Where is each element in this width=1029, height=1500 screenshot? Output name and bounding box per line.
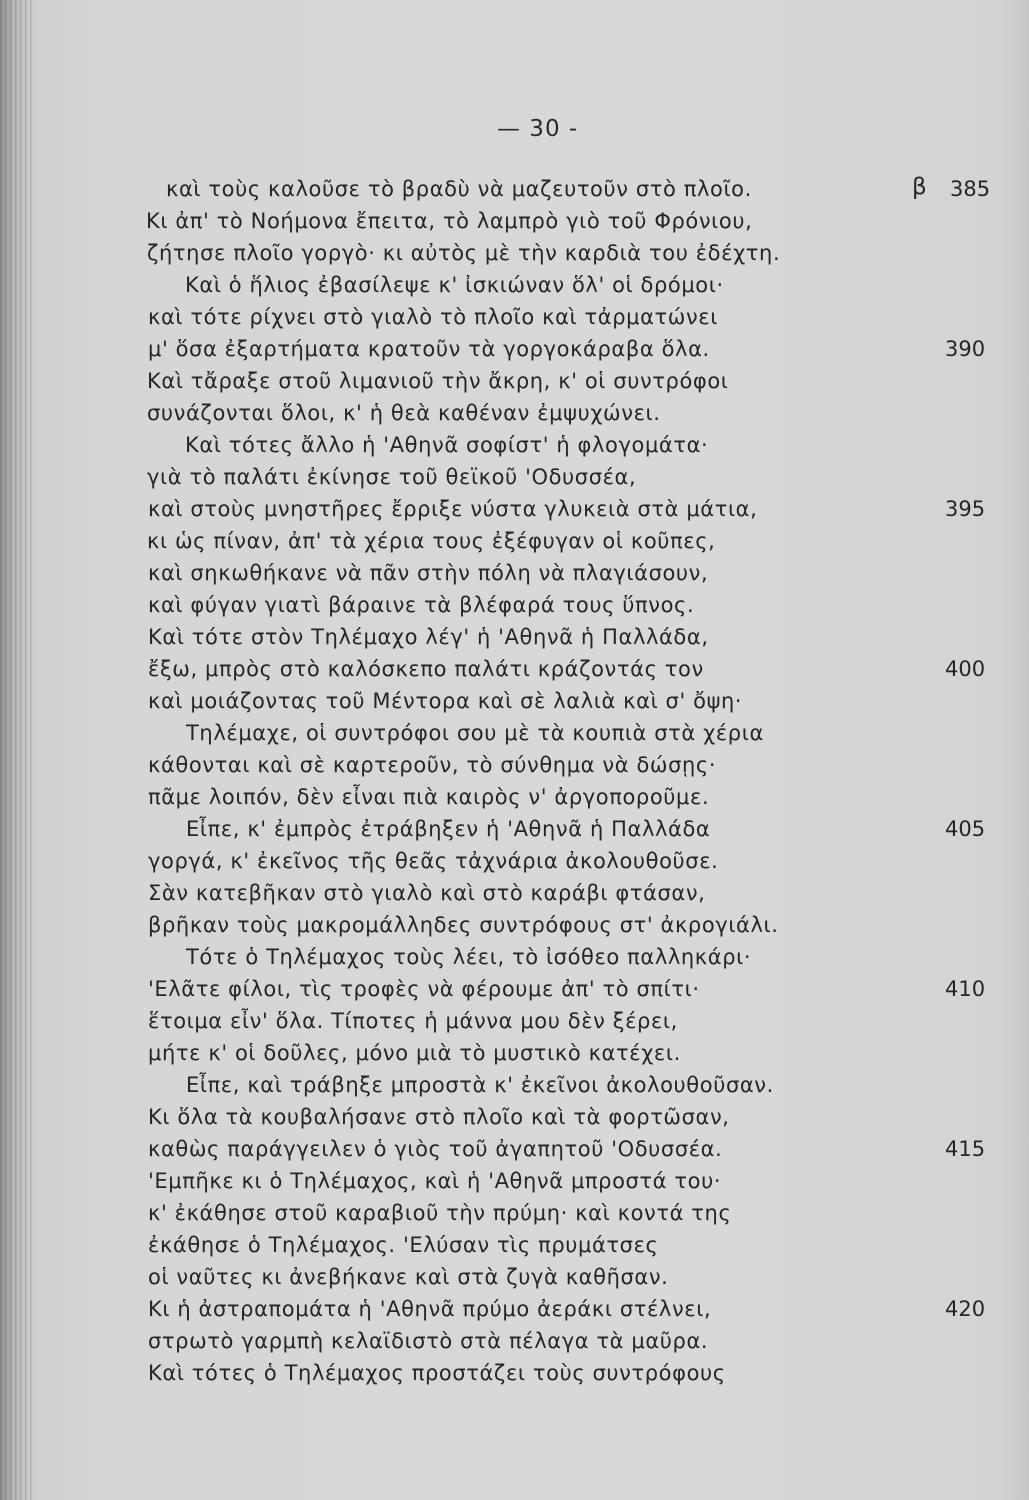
verse-line: καὶ σηκωθήκανε νὰ πᾶν στὴν πόλη νὰ πλαγιάσουν, [148, 561, 709, 585]
line-number: 390 [945, 337, 986, 361]
line-number: 400 [945, 657, 986, 681]
verse-line: κ' ἐκάθησε στοῦ καραβιοῦ τὴν πρύμη· καὶ κοντά της [148, 1201, 732, 1225]
verse-line: συνάζονται ὅλοι, κ' ἡ θεὰ καθέναν ἐμψυχώνει. [147, 401, 661, 425]
book-marker: β [912, 174, 927, 200]
verse-line: Κι ἡ ἀστραπομάτα ἡ 'Αθηνᾶ πρύμο ἀεράκι στέλνει, [148, 1297, 712, 1321]
verse-line: καὶ στοὺς μνηστῆρες ἔρριξε νύστα γλυκειὰ στὰ μάτια, [148, 497, 758, 521]
verse-line: γιὰ τὸ παλάτι ἐκίνησε τοῦ θεϊκοῦ 'Οδυσσέα, [147, 465, 637, 489]
verse-line: ἕτοιμα εἶν' ὅλα. Τίποτες ἡ μάννα μου δὲν ξέρει, [148, 1009, 678, 1033]
verse-line: Καὶ ὁ ἥλιος ἐβασίλεψε κ' ἰσκιώναν ὅλ' οἱ δρόμοι· [185, 273, 724, 297]
line-number: 415 [945, 1137, 986, 1161]
verse-line: ἐκάθησε ὁ Τηλέμαχος. 'Ελύσαν τὶς πρυμάτσες [148, 1233, 659, 1257]
verse-line: μ' ὅσα ἐξαρτήματα κρατοῦν τὰ γοργοκάραβα ὅλα. [148, 337, 710, 361]
verse-line: Τηλέμαχε, οἱ συντρόφοι σου μὲ τὰ κουπιὰ στὰ χέρια [186, 721, 764, 745]
verse-line: κάθονται καὶ σὲ καρτεροῦν, τὸ σύνθημα νὰ δώσῃς· [148, 753, 717, 777]
verse-line: καὶ τότε ρίχνει στὸ γιαλὸ τὸ πλοῖο καὶ τἀρματώνει [148, 305, 718, 329]
line-number: 405 [945, 817, 986, 841]
verse-line: ζήτησε πλοῖο γοργὸ· κι αὐτὸς μὲ τὴν καρδιὰ του ἐδέχτη. [147, 241, 781, 265]
verse-line: Κι ὅλα τὰ κουβαλήσανε στὸ πλοῖο καὶ τὰ φορτῶσαν, [148, 1105, 730, 1129]
verse-line: πᾶμε λοιπόν, δὲν εἶναι πιὰ καιρὸς ν' ἀργοποροῦμε. [148, 785, 710, 809]
verse-line: οἱ ναῦτες κι ἀνεβήκανε καὶ στὰ ζυγὰ καθῆσαν. [148, 1265, 669, 1289]
verse-line: κι ὡς πίναν, ἀπ' τὰ χέρια τους ἐξέφυγαν οἱ κοῦπες, [147, 529, 716, 553]
line-number: 420 [945, 1297, 986, 1321]
verse-line: 'Ελᾶτε φίλοι, τὶς τροφὲς νὰ φέρουμε ἀπ' τὸ σπίτι· [148, 977, 700, 1001]
verse-line: στρωτὸ γαρμπὴ κελαϊδιστὸ στὰ πέλαγα τὰ μαῦρα. [148, 1329, 709, 1353]
line-number: 395 [945, 497, 986, 521]
verse-line: Σὰν κατεβῆκαν στὸ γιαλὸ καὶ στὸ καράβι φτάσαν, [148, 881, 706, 905]
verse-line: Εἶπε, κ' ἐμπρὸς ἐτράβηξεν ἡ 'Αθηνᾶ ἡ Παλλάδα [186, 817, 711, 841]
verse-line: καὶ μοιάζοντας τοῦ Μέντορα καὶ σὲ λαλιὰ καὶ σ' ὄψη· [148, 689, 743, 713]
verse-line: γοργά, κ' ἐκεῖνος τῆς θεᾶς τἀχνάρια ἀκολουθοῦσε. [148, 849, 719, 873]
verse-line: καὶ τοὺς καλοῦσε τὸ βραδὺ νὰ μαζευτοῦν στὸ πλοῖο. [166, 177, 752, 201]
page-number: — 30 - [497, 116, 579, 142]
verse-line: Καὶ τἄραξε στοῦ λιμανιοῦ τὴν ἄκρη, κ' οἱ συντρόφοι [147, 369, 729, 393]
verse-line: Εἶπε, καὶ τράβηξε μπροστὰ κ' ἐκεῖνοι ἀκολουθοῦσαν. [186, 1073, 774, 1097]
verse-line: καθὼς παράγγειλεν ὁ γιὸς τοῦ ἀγαπητοῦ 'Οδυσσέα. [148, 1137, 723, 1161]
verse-line: μήτε κ' οἱ δοῦλες, μόνο μιὰ τὸ μυστικὸ κατέχει. [148, 1041, 681, 1065]
verse-line: καὶ φύγαν γιατὶ βάραινε τὰ βλέφαρά τους ὕπνος. [148, 593, 695, 617]
verse-line: βρῆκαν τοὺς μακρομάλληδες συντρόφους στ' ἀκρογιάλι. [148, 913, 779, 937]
page-edges [0, 0, 34, 1500]
verse-line: ἔξω, μπρὸς στὸ καλόσκεπο παλάτι κράζοντάς τον [148, 657, 704, 681]
verse-line: Κι ἀπ' τὸ Νοήμονα ἔπειτα, τὸ λαμπρὸ γιὸ τοῦ Φρόνιου, [146, 209, 753, 233]
verse-line: Καὶ τότες ὁ Τηλέμαχος προστάζει τοὺς συντρόφους [148, 1361, 726, 1385]
verse-line: Τότε ὁ Τηλέμαχος τοὺς λέει, τὸ ἰσόθεο παλληκάρι· [186, 945, 752, 969]
verse-line: Καὶ τότε στὸν Τηλέμαχο λέγ' ἡ 'Αθηνᾶ ἡ Παλλάδα, [148, 625, 709, 649]
line-number: 410 [945, 977, 986, 1001]
verse-line: 'Εμπῆκε κι ὁ Τηλέμαχος, καὶ ἡ 'Αθηνᾶ μπροστά του· [148, 1169, 722, 1193]
line-number: 385 [950, 177, 991, 201]
verse-line: Καὶ τότες ἄλλο ἡ 'Αθηνᾶ σοφίστ' ἡ φλογομάτα· [185, 433, 709, 457]
